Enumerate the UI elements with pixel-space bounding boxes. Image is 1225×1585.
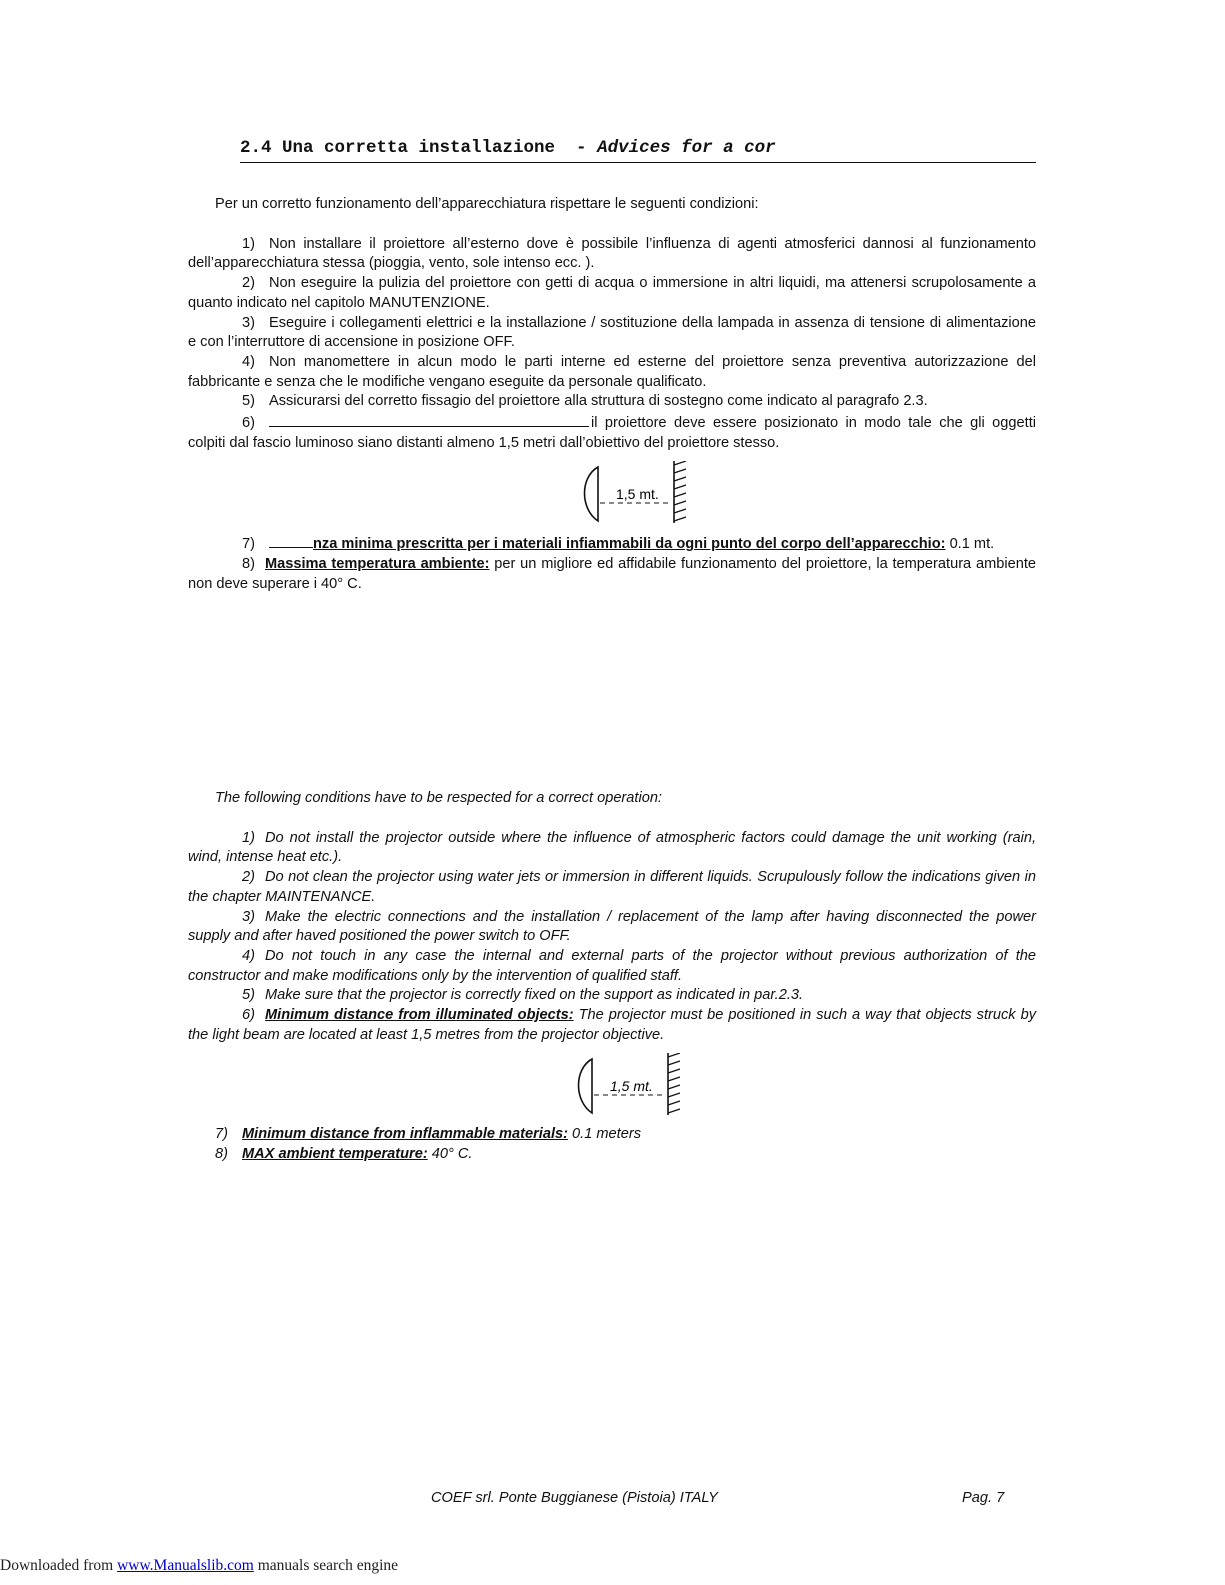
- item-text: Non manomettere in alcun modo le parti interne ed esterne del proiettore senza preventiva autorizzazione del fabbricante e senza che le modifiche vengano eseguite da personale qualificato.: [188, 353, 1036, 390]
- diagram-label: 1,5 mt.: [616, 486, 659, 503]
- italian-item-5: [188, 392, 1036, 412]
- item-bold-label: nza minima prescritta per i materiali infiammabili da ogni punto del corpo dell’apparecchio:: [312, 536, 946, 553]
- item-number: 6): [242, 1007, 255, 1024]
- item-number: 1): [242, 235, 255, 252]
- item-bold-label: Minimum distance from illuminated objects:: [264, 1007, 574, 1024]
- item-number: 2): [242, 869, 255, 886]
- item-text: The projector must be positioned in such a way that objects struck by the light beam are located at least 1,5 metres from the projector objective.: [188, 1007, 1036, 1043]
- english-section: [188, 789, 1036, 1165]
- english-short-items: [188, 1125, 1036, 1164]
- item-bold-label: Minimum distance from inflammable materials:: [241, 1126, 568, 1143]
- item-number: 5): [242, 393, 255, 410]
- italian-item-2: [188, 274, 1036, 313]
- item-text: per un migliore ed affidabile funzionamento del proiettore, la temperatura ambiente non deve superare i 40° C.: [188, 556, 1036, 592]
- blank-underline: [269, 412, 589, 427]
- item-number: 7): [215, 1126, 228, 1143]
- italian-item-1: [188, 235, 1036, 274]
- english-item-1: [188, 829, 1036, 868]
- italian-item-8: [188, 555, 1036, 594]
- footer-company: COEF srl. Ponte Buggianese (Pistoia) ITALY: [431, 1490, 718, 1506]
- item-number: 1): [242, 829, 255, 846]
- item-number: 5): [242, 987, 255, 1004]
- item-text: Do not clean the projector using water jets or immersion in different liquids. Scrupulously follow the indications given in the chapter MAINTENANCE.: [188, 869, 1036, 905]
- item-text: 0.1 mt.: [945, 536, 995, 553]
- manualslib-link[interactable]: www.Manualslib.com: [117, 1557, 254, 1574]
- italian-item-6: [188, 412, 1036, 453]
- english-item-5: [188, 986, 1036, 1006]
- english-item-2: [188, 868, 1036, 907]
- projector-lens-icon: [579, 1059, 593, 1113]
- english-item-4: [188, 947, 1036, 986]
- item-number: 8): [215, 1146, 228, 1163]
- item-text: 40° C.: [427, 1146, 473, 1163]
- page-number: Pag. 7: [962, 1490, 1005, 1506]
- distance-diagram-english: [570, 1053, 700, 1119]
- item-number: 6): [242, 415, 255, 432]
- item-number: 7): [242, 536, 255, 553]
- item-text: 0.1 meters: [568, 1126, 641, 1143]
- italian-item-3: [188, 314, 1036, 353]
- item-text: Assicurarsi del corretto fissagio del proiettore alla struttura di sostegno come indicato al paragrafo 2.3.: [268, 393, 928, 410]
- item-number: 4): [242, 353, 255, 370]
- item-text: il proiettore deve essere posizionato in modo tale che gli oggetti colpiti dal fascio luminoso siano distanti almeno 1,5 metri dall’obiettivo del proiettore stesso.: [188, 415, 1036, 451]
- item-number: 3): [242, 314, 255, 331]
- italian-item-7: [188, 533, 1036, 555]
- item-text: Do not touch in any case the internal and external parts of the projector without previous authorization of the constructor and make modifications only by the intervention of qualified staff.: [188, 947, 1036, 984]
- heading-english: Advices for a cor: [597, 138, 776, 158]
- english-item-6: [188, 1006, 1036, 1045]
- italian-section: [188, 195, 1036, 595]
- item-text: Eseguire i collegamenti elettrici e la installazione / sostituzione della lampada in assenza di tensione di alimentazione e con l’interruttore di accensione in posizione OFF.: [188, 314, 1036, 351]
- english-intro: The following conditions have to be respected for a correct operation:: [215, 790, 662, 806]
- item-text: Make the electric connections and the installation / replacement of the lamp after having disconnected the power supply and after haved positioned the power switch to OFF.: [188, 908, 1036, 945]
- item-text: Non installare il proiettore all’esterno dove è possibile l’influenza di agenti atmosferici dannosi al funzionamento dell’apparecchiatura stessa (pioggia, vento, sole intenso ecc. ).: [188, 235, 1036, 272]
- download-suffix: manuals search engine: [253, 1557, 399, 1574]
- item-number: 4): [242, 947, 255, 964]
- blank-underline: [269, 533, 313, 548]
- english-item-3: [188, 908, 1036, 947]
- download-prefix: Downloaded from: [0, 1557, 118, 1574]
- distance-diagram-italian: [576, 461, 706, 527]
- english-item-8: [188, 1145, 1036, 1165]
- section-heading: [240, 138, 1036, 163]
- item-bold-label: Massima temperatura ambiente:: [264, 556, 490, 573]
- item-number: 3): [242, 908, 255, 925]
- item-text: Do not install the projector outside where the influence of atmospheric factors could damage the unit working (rain, wind, intense heat etc.).: [188, 829, 1036, 866]
- projector-lens-icon: [585, 467, 599, 521]
- italian-item-4: [188, 353, 1036, 392]
- item-text: Non eseguire la pulizia del proiettore con getti di acqua o immersione in altri liquidi, ma attenersi scrupolosamente a quanto indicato nel capitolo MANUTENZIONE.: [188, 275, 1036, 311]
- heading-italian: 2.4 Una corretta installazione -: [240, 138, 598, 158]
- italian-intro: Per un corretto funzionamento dell’apparecchiatura rispettare le seguenti condizioni:: [215, 196, 759, 212]
- item-bold-label: MAX ambient temperature:: [241, 1146, 428, 1163]
- english-item-7: [188, 1125, 1036, 1145]
- item-number: 8): [242, 556, 255, 573]
- download-banner: [0, 1557, 398, 1575]
- diagram-label: 1,5 mt.: [610, 1078, 653, 1095]
- item-number: 2): [242, 275, 255, 292]
- item-text: Make sure that the projector is correctly fixed on the support as indicated in par.2.3.: [264, 987, 804, 1004]
